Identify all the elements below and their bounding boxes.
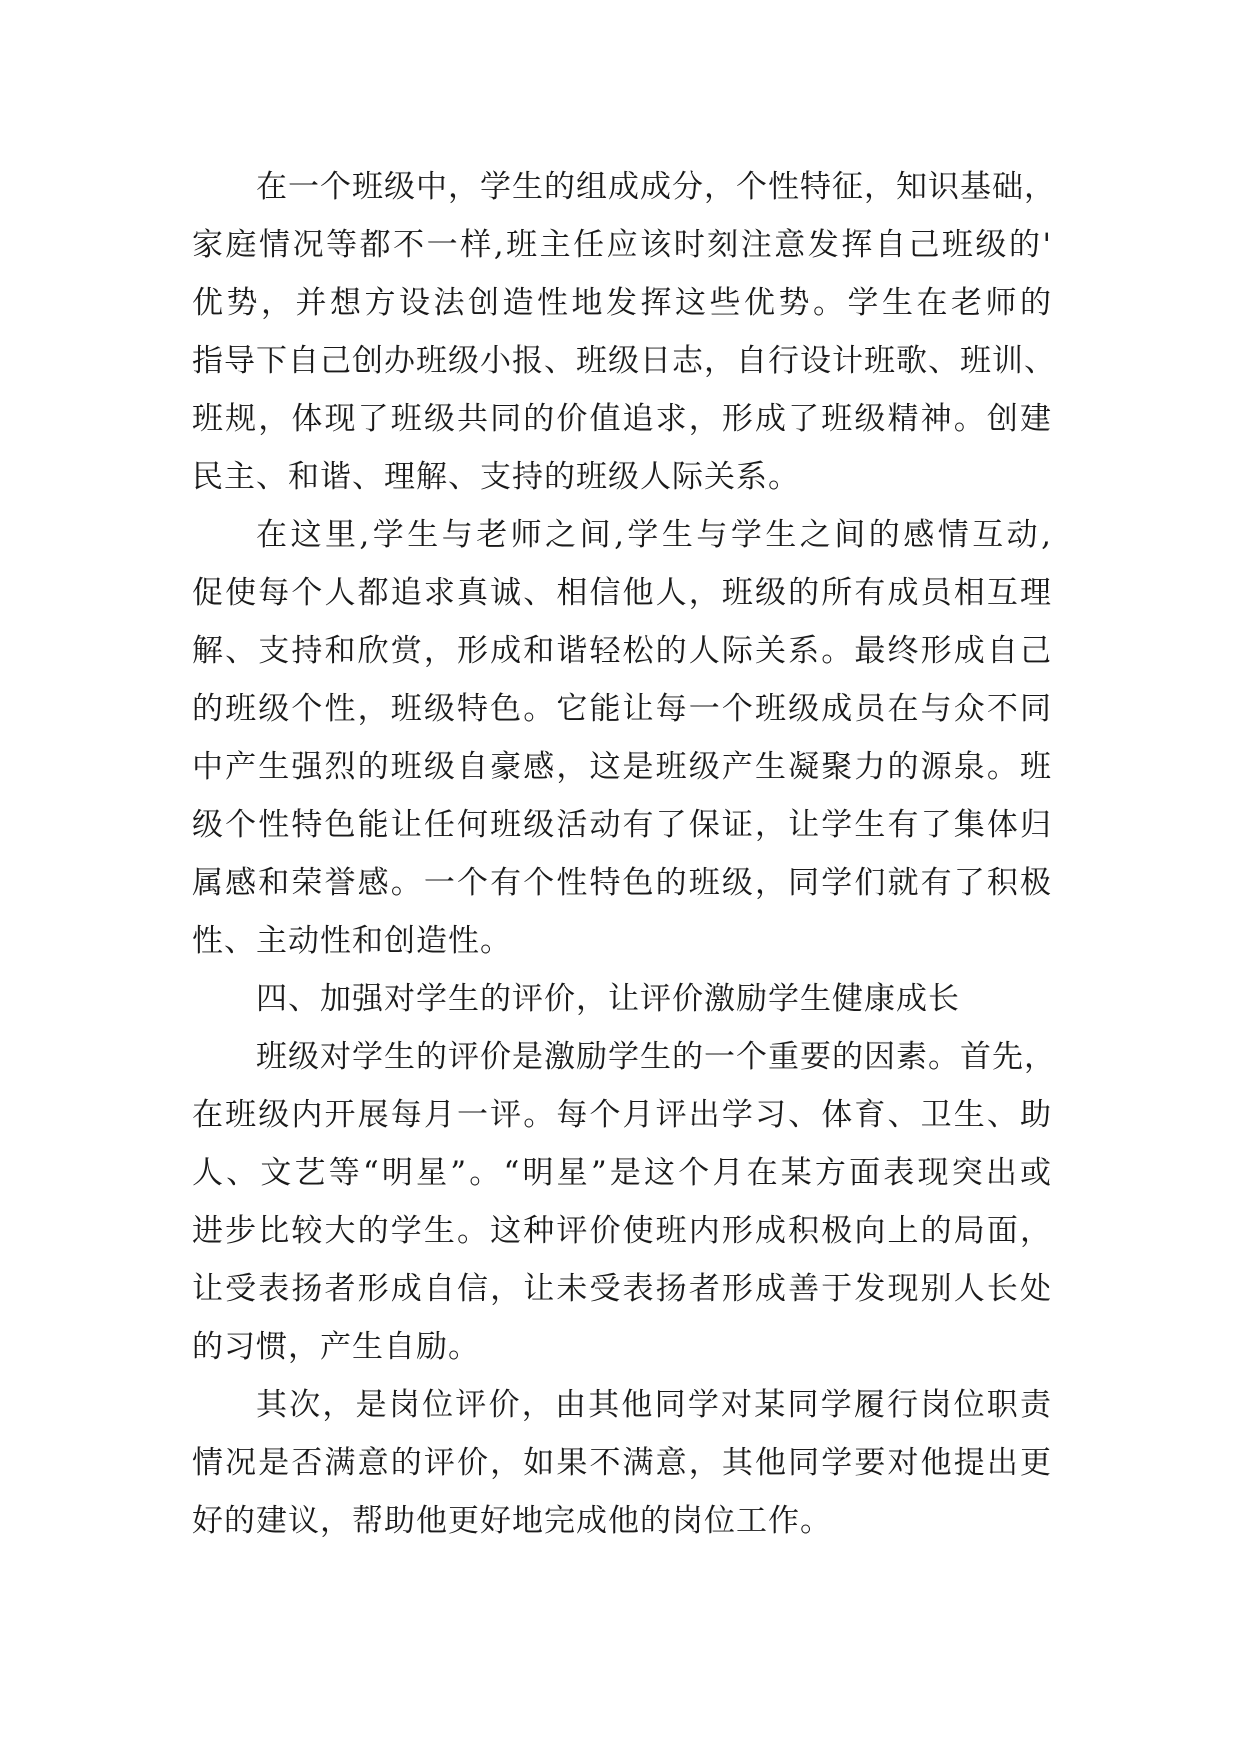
text-line: 情况是否满意的评价，如果不满意，其他同学要对他提出更 [192,1445,1052,1481]
section-heading-text: 四、加强对学生的评价，让评价激励学生健康成长 [256,981,960,1017]
text-line: 优势，并想方设法创造性地发挥这些优势。学生在老师的 [192,285,1052,321]
text-line: 在一个班级中，学生的组成成分，个性特征，知识基础， [256,169,1056,205]
text-line: 指导下自己创办班级小报、班级日志，自行设计班歌、班训、 [192,343,1056,379]
text-line: 班级对学生的评价是激励学生的一个重要的因素。首先， [256,1039,1056,1075]
section-heading [192,970,1052,1028]
document-body [192,158,1056,1550]
paragraph-4 [192,1376,1052,1550]
text-line: 其次，是岗位评价，由其他同学对某同学履行岗位职责 [256,1387,1052,1423]
text-line: 的习惯，产生自励。 [192,1329,480,1365]
text-line: 好的建议，帮助他更好地完成他的岗位工作。 [192,1503,832,1539]
text-line: 中产生强烈的班级自豪感，这是班级产生凝聚力的源泉。班 [192,749,1052,785]
text-line: 民主、和谐、理解、支持的班级人际关系。 [192,459,800,495]
text-line: 在这里,学生与老师之间,学生与学生之间的感情互动, [256,517,1052,553]
text-line: 人、文艺等“明星”。“明星”是这个月在某方面表现突出或 [192,1155,1052,1191]
text-line: 进步比较大的学生。这种评价使班内形成积极向上的局面， [192,1213,1052,1249]
text-line: 促使每个人都追求真诚、相信他人，班级的所有成员相互理 [192,575,1052,611]
paragraph-1 [192,158,1056,506]
paragraph-2 [192,506,1052,970]
text-line: 级个性特色能让任何班级活动有了保证，让学生有了集体归 [192,807,1052,843]
text-line: 解、支持和欣赏，形成和谐轻松的人际关系。最终形成自己 [192,633,1052,669]
text-line: 在班级内开展每月一评。每个月评出学习、体育、卫生、助 [192,1097,1052,1133]
text-line: 让受表扬者形成自信，让未受表扬者形成善于发现别人长处 [192,1271,1052,1307]
text-line: 的班级个性，班级特色。它能让每一个班级成员在与众不同 [192,691,1052,727]
text-line: 家庭情况等都不一样,班主任应该时刻注意发挥自己班级的' [192,227,1052,263]
text-line: 班规，体现了班级共同的价值追求，形成了班级精神。创建 [192,401,1052,437]
paragraph-3 [192,1028,1056,1376]
text-line: 性、主动性和创造性。 [192,923,512,959]
text-line: 属感和荣誉感。一个有个性特色的班级，同学们就有了积极 [192,865,1052,901]
